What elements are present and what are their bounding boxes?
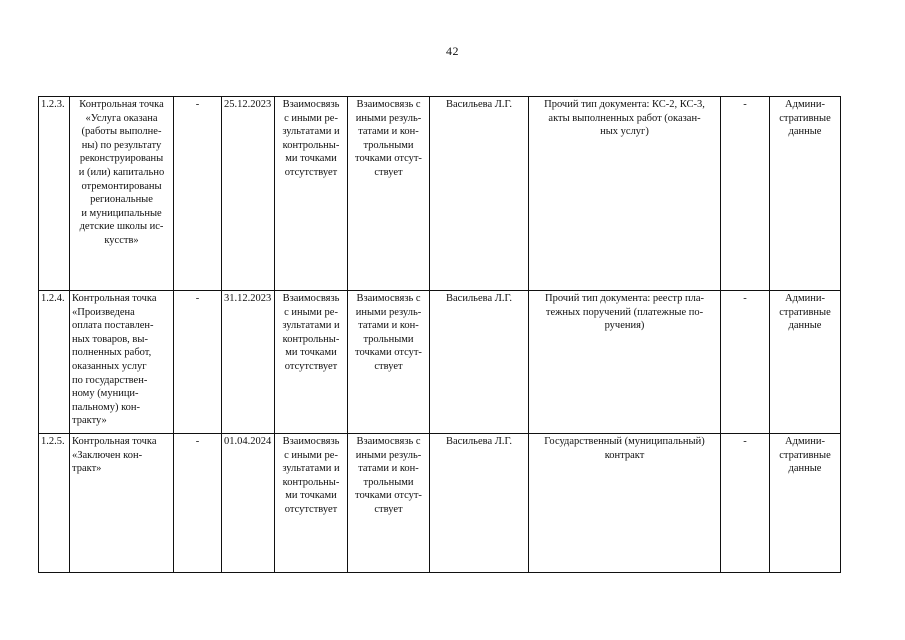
predecessor-relation: Взаимосвязь с иными ре- зультатами и контрольны- ми точками отсутствует — [275, 97, 348, 291]
info-system-cell: - — [721, 434, 770, 573]
start-date-cell: - — [174, 291, 222, 434]
start-date-cell: - — [174, 97, 222, 291]
row-number: 1.2.3. — [39, 97, 70, 291]
end-date-cell: 01.04.2024 — [222, 434, 275, 573]
control-points-table — [38, 96, 841, 573]
predecessor-relation: Взаимосвязь с иными ре- зультатами и контрольны- ми точками отсутствует — [275, 434, 348, 573]
responsible-person: Васильева Л.Г. — [430, 291, 529, 434]
end-date-cell: 25.12.2023 — [222, 97, 275, 291]
predecessor-relation: Взаимосвязь с иными ре- зультатами и контрольны- ми точками отсутствует — [275, 291, 348, 434]
info-system-cell: - — [721, 97, 770, 291]
responsible-person: Васильева Л.Г. — [430, 434, 529, 573]
successor-relation: Взаимосвязь с иными резуль- татами и кон- трольными точками отсут- ствует — [348, 97, 430, 291]
end-date-cell: 31.12.2023 — [222, 291, 275, 434]
row-number: 1.2.5. — [39, 434, 70, 573]
table-row — [39, 291, 841, 434]
control-point-title: Контрольная точка «Произведена оплата поставлен- ных товаров, вы- полненных работ, оказанных услуг по государствен- ному (муници- пальному) кон- тракту» — [70, 291, 174, 434]
document-type: Прочий тип документа: реестр пла- тежных поручений (платежные по- ручения) — [529, 291, 721, 434]
row-number: 1.2.4. — [39, 291, 70, 434]
table-row — [39, 97, 841, 291]
successor-relation: Взаимосвязь с иными резуль- татами и кон- трольными точками отсут- ствует — [348, 291, 430, 434]
data-source: Админи- стративные данные — [770, 434, 841, 573]
data-source: Админи- стративные данные — [770, 291, 841, 434]
document-type: Прочий тип документа: КС-2, КС-3, акты выполненных работ (оказан- ных услуг) — [529, 97, 721, 291]
info-system-cell: - — [721, 291, 770, 434]
document-type: Государственный (муниципальный) контракт — [529, 434, 721, 573]
data-source: Админи- стративные данные — [770, 97, 841, 291]
page-number: 42 — [446, 44, 459, 58]
control-point-title: Контрольная точка «Услуга оказана (работы выполне- ны) по результату реконструированы и (или) капитально отремонтированы региональные и муниципальные детские школы ис- кусств» — [70, 97, 174, 291]
table-row — [39, 434, 841, 573]
responsible-person: Васильева Л.Г. — [430, 97, 529, 291]
control-point-title: Контрольная точка «Заключен кон- тракт» — [70, 434, 174, 573]
successor-relation: Взаимосвязь с иными резуль- татами и кон- трольными точками отсут- ствует — [348, 434, 430, 573]
start-date-cell: - — [174, 434, 222, 573]
